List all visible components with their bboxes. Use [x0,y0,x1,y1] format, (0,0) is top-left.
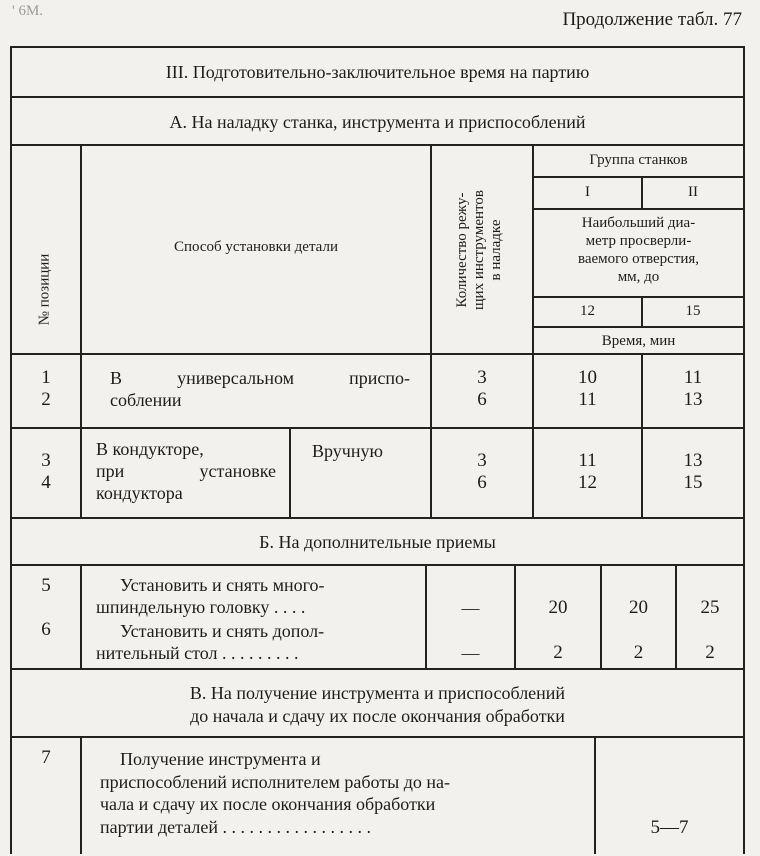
dot-leader: . . . . . . . . . . . . . . . . . [222,816,372,837]
row-time-group-1: 11 12 [578,450,597,493]
machine-group-header: Группа станков [589,152,688,168]
position-column-header: № позиции [36,253,53,326]
section-c-title: В. На получение инструмента и приспособлений до начала и сдачу их после окончания обработки [189,683,566,726]
column-divider [80,427,82,517]
row-position: 7 [41,747,51,768]
divider [10,736,745,738]
row-tools-dash: — [461,643,480,663]
column-divider [289,427,291,517]
table-right-border [743,46,745,854]
row-time-group-1: 10 11 [578,367,597,410]
row-value-2: 2 [633,642,644,663]
time-header: Время, мин [601,333,676,349]
divider [532,176,743,178]
divider [532,326,743,328]
row-method: В кондукторе, при установке кондуктора [96,439,276,503]
divider [10,564,745,566]
row-text: Установить и снять много- шпиндельную головку . . . . [96,575,325,617]
row-text: Установить и снять допол- нительный стол . . . . . . . . . [96,621,325,663]
row-value-3: 2 [705,642,715,663]
row-value-1: 2 [553,642,563,663]
max-diameter-header: Наибольший диа- метр просверли- ваемого отверстия, мм, до [577,215,700,285]
section-b-title: Б. На дополнительные приемы [259,532,496,552]
divider [10,144,745,146]
dot-leader: . . . . [273,597,306,617]
row-sub-method: Вручную [312,441,383,461]
section-iii-title: III. Подготовительно-заключительное время на партию [165,62,590,82]
column-divider [80,736,82,854]
divider [10,668,745,670]
divider [532,208,743,210]
row-positions: 3 4 [41,450,51,493]
row-time-group-2: 13 15 [683,450,703,493]
column-divider [80,353,82,427]
dot-leader: . . . . . . . . . [222,643,299,663]
row-time-value: 5—7 [650,817,689,838]
row-tools-count: 3 6 [477,450,487,493]
row-value-3: 25 [700,597,720,618]
row-tools-count: 3 6 [477,367,487,410]
group-1-header: I [585,184,590,200]
group-2-header: II [688,184,698,200]
divider [10,353,745,355]
row-value-2: 20 [629,597,648,618]
row-text: Получение инструмента и приспособлений исполнителем работы до на- чала и сдачу их после окончания обработки партии деталей . . . . . . . . . . . . . . . . . [100,749,451,837]
tools-count-column-header: Количество режу- щих инструментов в наладке [454,190,504,310]
divider [10,96,745,98]
section-a-title: А. На наладку станка, инструмента и приспособлений [169,112,586,132]
scan-mark: ' 6М. [12,3,44,19]
table-top-border [10,46,745,48]
row-time-group-2: 11 13 [683,367,703,410]
diameter-1-header: 12 [580,303,595,319]
divider [10,427,745,429]
row-value-1: 20 [548,597,568,618]
row-positions: 1 2 [41,367,51,410]
diameter-2-header: 15 [685,303,701,319]
column-divider [80,564,82,668]
row-tools-dash: — [461,598,480,618]
divider [10,517,745,519]
row-position: 6 [41,619,51,640]
method-column-header: Способ установки детали [173,239,338,255]
row-method: В универсальном приспо- соблении [110,368,410,410]
divider [532,296,743,298]
table-continuation-label: Продолжение табл. 77 [562,9,742,30]
column-divider [430,144,432,354]
row-position: 5 [41,575,51,596]
